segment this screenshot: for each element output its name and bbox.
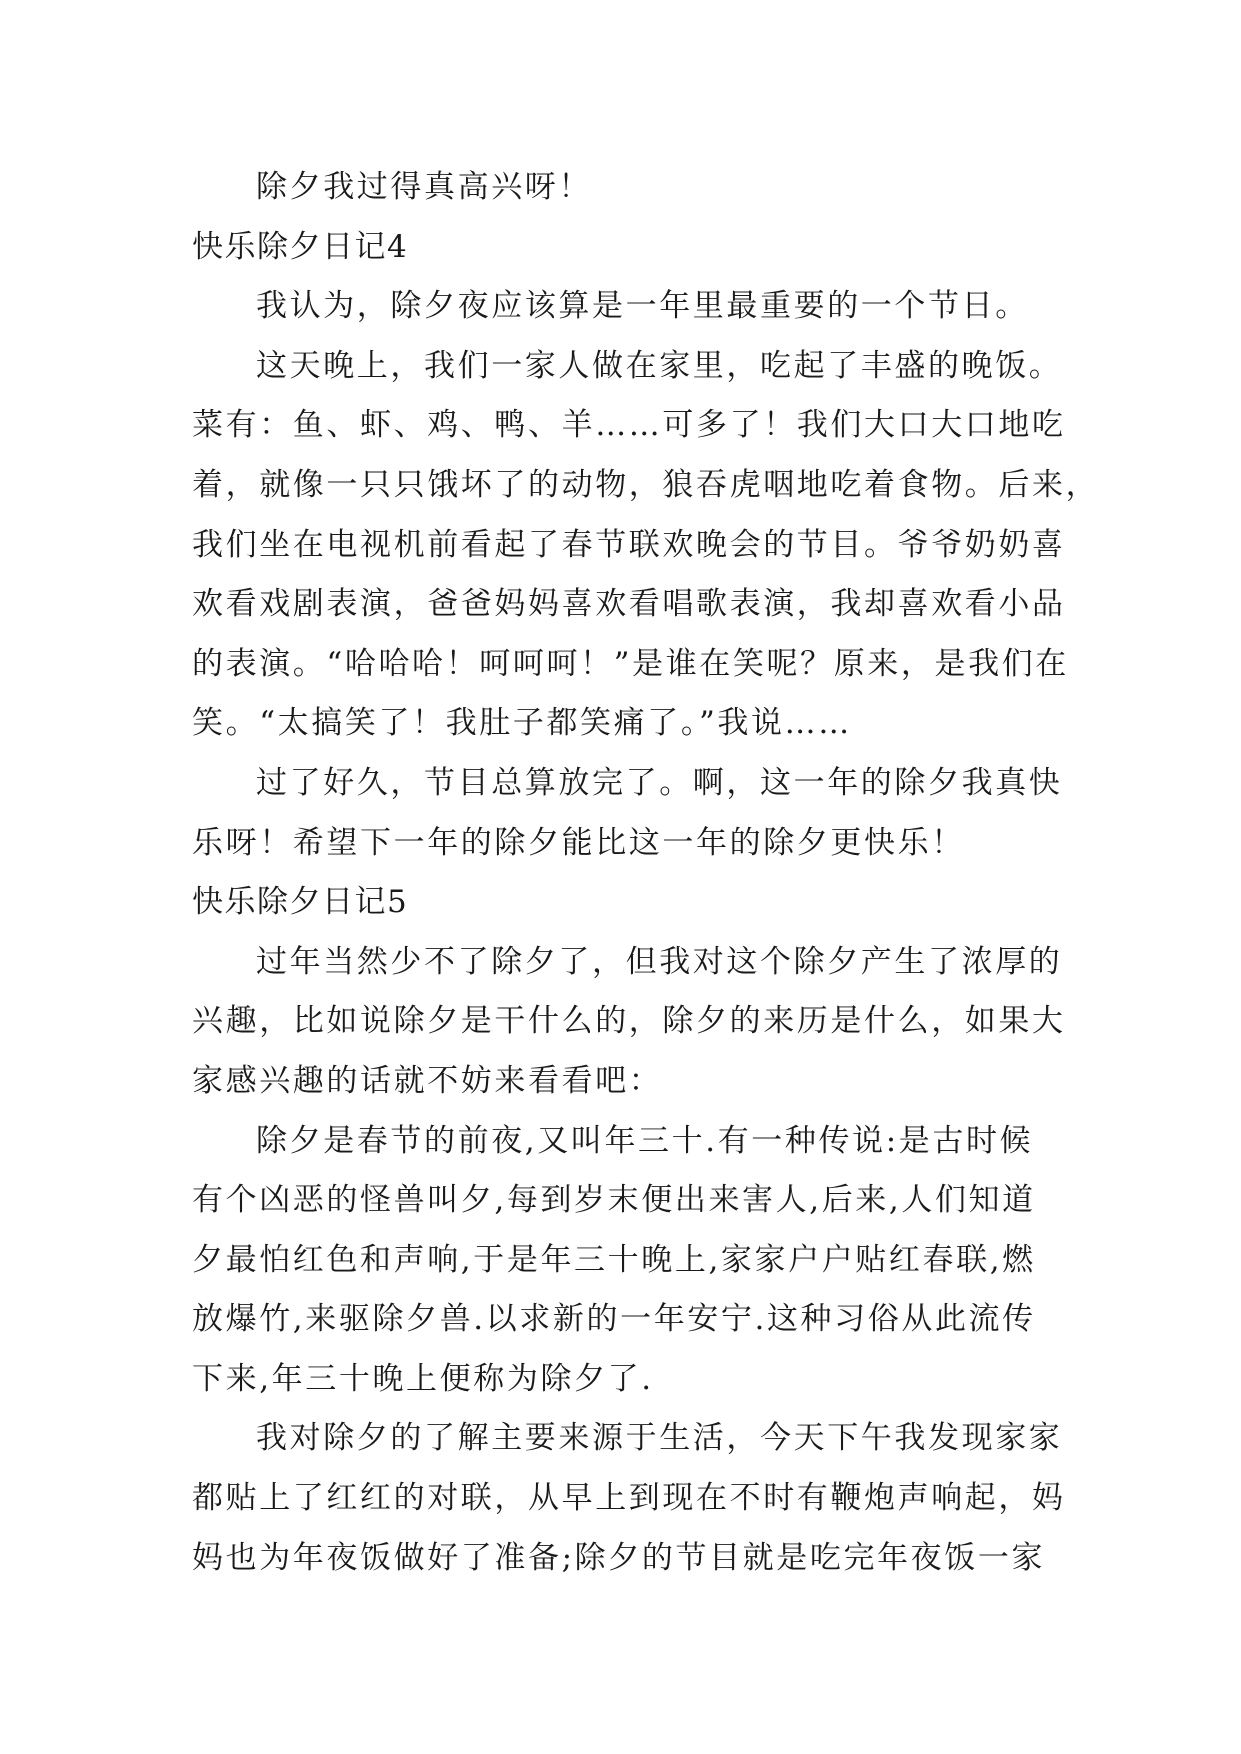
paragraph-line: 乐呀！希望下一年的除夕能比这一年的除夕更快乐！ — [192, 824, 965, 861]
document-page — [192, 158, 1100, 1588]
paragraph-line: 兴趣，比如说除夕是干什么的，除夕的来历是什么，如果大 — [192, 1003, 1066, 1040]
paragraph-line: 这天晚上，我们一家人做在家里，吃起了丰盛的晚饭。 — [256, 347, 1063, 384]
paragraph-line: 笑。“太搞笑了！我肚子都笑痛了。”我说…… — [192, 705, 852, 742]
paragraph-line: 欢看戏剧表演，爸爸妈妈喜欢看唱歌表演，我却喜欢看小品 — [192, 586, 1066, 623]
paragraph-line: 家感兴趣的话就不妨来看看吧： — [192, 1062, 663, 1099]
paragraph-line: 放爆竹,来驱除夕兽.以求新的一年安宁.这种习俗从此流传 — [192, 1301, 1036, 1338]
paragraph-line: 的表演。“哈哈哈！呵呵呵！”是谁在笑呢？原来，是我们在 — [192, 645, 1069, 682]
paragraph-line: 我对除夕的了解主要来源于生活，今天下午我发现家家 — [256, 1420, 1063, 1457]
paragraph-line: 过年当然少不了除夕了，但我对这个除夕产生了浓厚的 — [256, 943, 1063, 980]
paragraph-line: 妈也为年夜饭做好了准备;除夕的节目就是吃完年夜饭一家 — [192, 1539, 1046, 1576]
paragraph-line: 我认为，除夕夜应该算是一年里最重要的一个节日。 — [256, 288, 1029, 325]
paragraph-line: 菜有：鱼、虾、鸡、鸭、羊……可多了！我们大口大口地吃 — [192, 407, 1066, 444]
paragraph-line: 有个凶恶的怪兽叫夕,每到岁末便出来害人,后来,人们知道 — [192, 1182, 1036, 1219]
paragraph-line: 除夕我过得真高兴呀！ — [256, 169, 592, 205]
paragraph-line: 除夕是春节的前夜,又叫年三十.有一种传说:是古时候 — [256, 1122, 1034, 1159]
section-heading: 快乐除夕日记4 — [192, 228, 409, 265]
paragraph-line: 下来,年三十晚上便称为除夕了. — [192, 1360, 654, 1397]
paragraph-line: 都贴上了红红的对联，从早上到现在不时有鞭炮声响起，妈 — [192, 1480, 1066, 1517]
paragraph-line: 夕最怕红色和声响,于是年三十晚上,家家户户贴红春联,燃 — [192, 1241, 1036, 1278]
paragraph-line: 过了好久，节目总算放完了。啊，这一年的除夕我真快 — [256, 764, 1063, 801]
section-heading: 快乐除夕日记5 — [192, 884, 409, 921]
paragraph-line: 着，就像一只只饿坏了的动物，狼吞虎咽地吃着食物。后来， — [192, 466, 1100, 503]
paragraph-line: 我们坐在电视机前看起了春节联欢晚会的节目。爷爷奶奶喜 — [192, 526, 1066, 563]
